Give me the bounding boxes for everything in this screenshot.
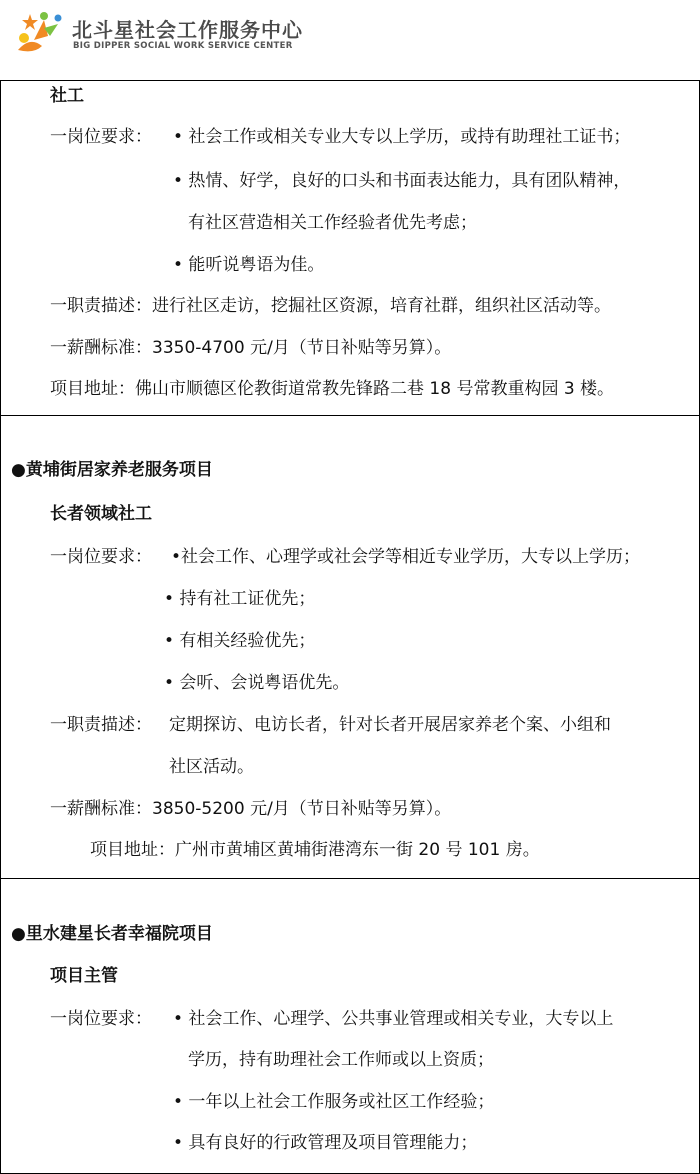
requirement-item: • 有相关经验优先； — [164, 631, 316, 651]
requirement-item-cont: 学历，持有助理社会工作师或以上资质； — [188, 1050, 494, 1070]
requirements-label: 一岗位要求： — [50, 547, 152, 567]
job-section-social-worker — [0, 80, 700, 416]
org-name-cn: 北斗星社会工作服务中心 — [72, 18, 303, 42]
requirement-item: • 社会工作或相关专业大专以上学历，或持有助理社工证书； — [173, 127, 631, 147]
job-section-elderly-care — [0, 414, 700, 879]
requirement-item: •社会工作、心理学或社会学等相近专业学历，大专以上学历； — [171, 547, 641, 567]
org-name-en: BIG DIPPER SOCIAL WORK SERVICE CENTER — [73, 41, 293, 51]
requirements-label: 一岗位要求： — [50, 1009, 152, 1029]
duty-description-cont: 社区活动。 — [169, 757, 254, 777]
salary: 一薪酬标准：3350-4700 元/月（节日补贴等另算）。 — [50, 338, 452, 358]
requirement-item-cont: 有社区营造相关工作经验者优先考虑； — [188, 213, 477, 233]
requirements-label: 一岗位要求： — [50, 127, 152, 147]
duty-label: 一职责描述： — [50, 715, 152, 735]
salary: 一薪酬标准：3850-5200 元/月（节日补贴等另算）。 — [50, 799, 452, 819]
project-title: ●黄埔街居家养老服务项目 — [11, 460, 213, 480]
duty-description: 一职责描述：进行社区走访，挖掘社区资源，培育社群，组织社区活动等。 — [50, 296, 611, 316]
duty-description: 定期探访、电访长者，针对长者开展居家养老个案、小组和 — [169, 715, 611, 735]
requirement-item: • 具有良好的行政管理及项目管理能力； — [173, 1133, 478, 1153]
position-title: 长者领域社工 — [50, 504, 152, 524]
job-section-project-supervisor — [0, 878, 700, 1174]
page-header — [0, 0, 700, 78]
position-title: 项目主管 — [50, 966, 118, 986]
requirement-item: • 会听、会说粤语优先。 — [164, 673, 350, 693]
requirement-item: • 能听说粤语为佳。 — [173, 255, 325, 275]
requirement-item: • 持有社工证优先； — [164, 589, 316, 609]
project-address: 项目地址：佛山市顺德区伦教街道常教先锋路二巷 18 号常教重构园 3 楼。 — [50, 379, 615, 399]
project-title: ●里水建星长者幸福院项目 — [11, 924, 213, 944]
project-address: 项目地址：广州市黄埔区黄埔街港湾东一街 20 号 101 房。 — [90, 840, 540, 860]
requirement-item: • 社会工作、心理学、公共事业管理或相关专业，大专以上 — [173, 1009, 614, 1029]
position-title: 社工 — [50, 86, 84, 106]
big-dipper-logo-icon — [14, 6, 66, 58]
requirement-item: • 热情、好学，良好的口头和书面表达能力，具有团队精神， — [173, 171, 631, 191]
requirement-item: • 一年以上社会工作服务或社区工作经验； — [173, 1092, 495, 1112]
